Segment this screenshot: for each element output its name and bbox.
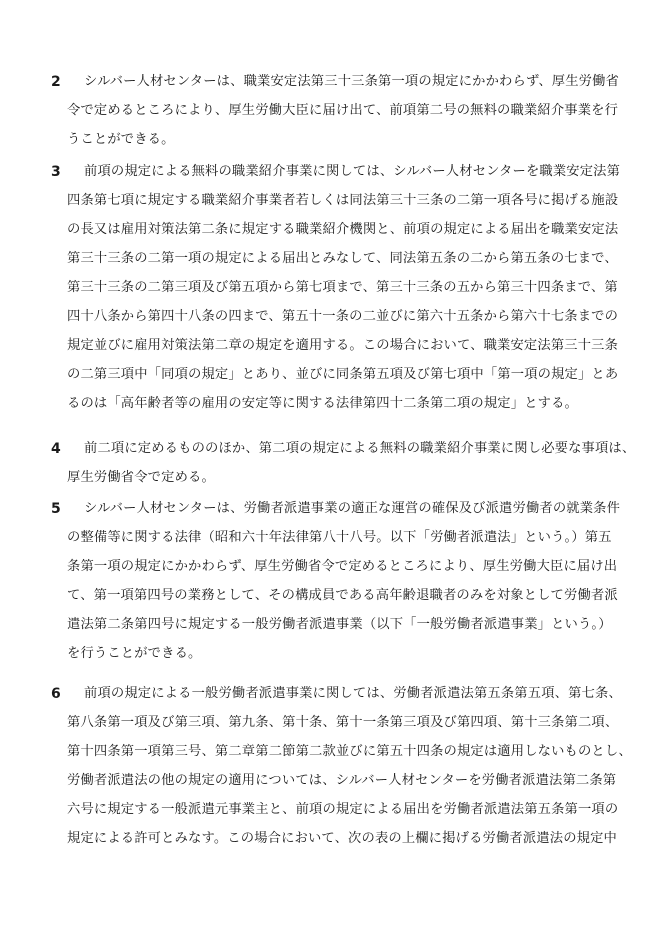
paragraph-line: シルバー人材センターは、職業安定法第三十三条第一項の規定にかかわらず、厚生労働省 (84, 74, 620, 89)
paragraph-line: 第八条第一項及び第三項、第九条、第十条、第十一条第三項及び第四項、第十三条第二項、 (67, 715, 619, 730)
paragraph-line: シルバー人材センターは、労働者派遣事業の適正な運営の確保及び派遣労働者の就業条件 (84, 501, 621, 516)
paragraph-line: の長又は雇用対策法第二条に規定する職業紹介機関と、前項の規定による届出を職業安定法 (67, 222, 619, 237)
paragraph-line: を行うことができる。 (67, 646, 202, 661)
paragraph-line: 四条第七項に規定する職業紹介事業者若しくは同法第三十三条の二第一項各号に掲げる施設 (67, 193, 619, 208)
paragraph-number: 3 (51, 164, 61, 180)
paragraph-line: 第三十三条の二第三項及び第五項から第七項まで、第三十三条の五から第三十四条まで、第 (67, 280, 618, 295)
paragraph-line: 前二項に定めるもののほか、第二項の規定による無料の職業紹介事業に関し必要な事項は、 (84, 441, 636, 456)
paragraph-number: 6 (51, 686, 61, 702)
paragraph-line: 規定による許可とみなす。この場合において、次の表の上欄に掲げる労働者派遣法の規定中 (67, 831, 617, 846)
paragraph-line: 前項の規定による一般労働者派遣事業に関しては、労働者派遣法第五条第五項、第七条、 (84, 686, 622, 701)
paragraph-number: 2 (51, 74, 61, 90)
paragraph-number: 5 (51, 501, 61, 517)
paragraph-line: るのは「高年齢者等の雇用の安定等に関する法律第四十二条第二項の規定」とする。 (67, 396, 578, 411)
paragraph-line: 労働者派遣法の他の規定の適用については、シルバー人材センターを労働者派遣法第二条第 (67, 773, 617, 788)
paragraph-line: 前項の規定による無料の職業紹介事業に関しては、シルバー人材センターを職業安定法第 (84, 164, 621, 179)
paragraph-line: 規定並びに雇用対策法第二章の規定を適用する。この場合において、職業安定法第三十三条 (67, 338, 619, 353)
paragraph-line: の二第三項中「同項の規定」とあり、並びに同条第五項及び第七項中「第一項の規定」とあ (67, 367, 619, 382)
paragraph-line: 令で定めるところにより、厚生労働大臣に届け出て、前項第二号の無料の職業紹介事業を行 (67, 103, 619, 118)
paragraph-line: 遣法第二条第四号に規定する一般労働者派遣事業（以下「一般労働者派遣事業」という。） (67, 617, 612, 632)
paragraph-line: 第十四条第一項第三号、第二章第二節第二款並びに第五十四条の規定は適用しないものとし、 (67, 744, 632, 759)
paragraph-line: て、第一項第四号の業務として、その構成員である高年齢退職者のみを対象として労働者派 (67, 588, 618, 603)
paragraph-line: うことができる。 (67, 132, 175, 147)
paragraph-line: 四十八条から第四十八条の四まで、第五十一条の二並びに第六十五条から第六十七条までの (67, 309, 619, 324)
paragraph-number: 4 (51, 441, 61, 457)
paragraph-line: 厚生労働省令で定める。 (67, 470, 215, 485)
paragraph-line: 六号に規定する一般派遣元事業主と、前項の規定による届出を労働者派遣法第五条第一項の (67, 802, 619, 817)
paragraph-line: の整備等に関する法律（昭和六十年法律第八十八号。以下「労働者派遣法」という。）第五 (67, 530, 612, 545)
paragraph-line: 条第一項の規定にかかわらず、厚生労働省令で定めるところにより、厚生労働大臣に届け出 (67, 559, 618, 574)
paragraph-line: 第三十三条の二第一項の規定による届出とみなして、同法第五条の二から第五条の七まで、 (67, 251, 618, 266)
